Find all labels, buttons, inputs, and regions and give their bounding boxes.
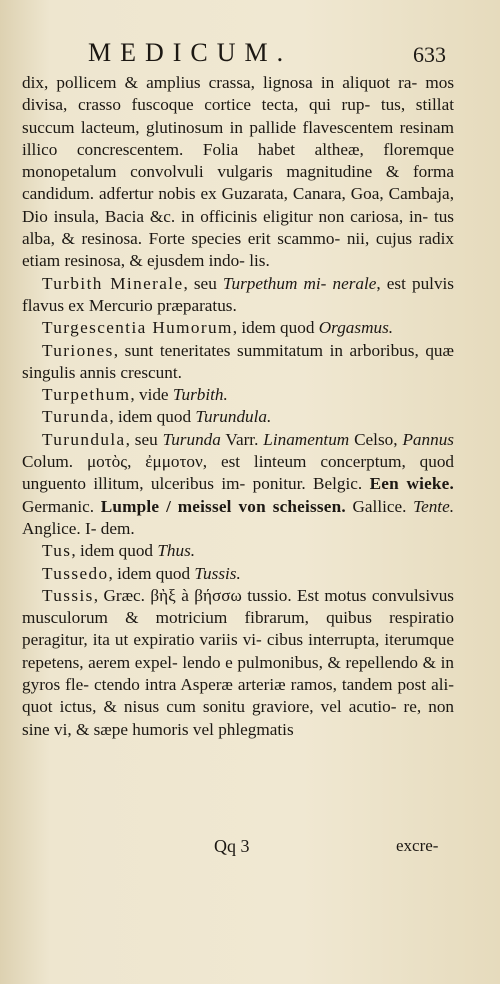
page-number: 633	[413, 42, 446, 67]
entry-turiones: Turiones, sunt teneritates summitatum in arboribus, quæ singulis annis crescunt.	[22, 340, 454, 382]
entry-turbith-continuation: dix, pollicem & amplius crassa, lignosa in aliquot ra- mos divisa, crasso fuscoque cortice tecta, qui rup- tus, stillat succum lacteum, glutinosum in pallide flavescentem resinam illico concrescentem. Folia habet altheæ, floremque monopetalum convolvuli vulgaris magnitudine & forma candidum. adfertur nobis ex Guzarata, Canara, Goa, Cambaja, Dio insula, Bacia &c. in officinis eligitur non cariosa, in- tus alba, & resinosa. Forte species erit scammo- nii, cujus radix etiam resinosa, & ejusdem indo- lis.	[22, 73, 455, 271]
signature-mark: Qq 3	[214, 836, 250, 856]
headword: Turpethum	[42, 385, 131, 405]
fraktur-belgic-term: Een wieke.	[369, 474, 455, 494]
headword: Turbith Minerale	[42, 273, 184, 293]
headword: Turunda	[42, 407, 110, 427]
page-header	[0, 38, 500, 72]
entry-tussedo: Tussedo, idem quod Tussis.	[42, 563, 241, 583]
headword: Turiones	[42, 340, 114, 360]
entry-tus: Tus, idem quod Thus.	[42, 541, 196, 561]
headword: Turundula	[42, 429, 126, 449]
fraktur-german-term: Lumple /	[100, 496, 172, 516]
entry-turbith-minerale: Turbith Minerale, seu Turpethum mi- nerale, est pulvis flavus ex Mercurio præparatus.	[22, 273, 454, 315]
headword: Tus	[42, 541, 72, 561]
entry-turgescentia: Turgescentia Humorum, idem quod Orgasmus.	[42, 318, 394, 338]
headword: Turgescentia Humorum	[42, 318, 233, 338]
entry-turundula: Turundula, seu Turunda Varr. Linamentum Celso, Pannus Colum. μοτὸς, ἐμμοτον, est linteum concerptum, quod unguento illitum, ulceribus im- ponitur. Belgic. Een wieke. Germanic. Lumple / meissel von scheissen. Gallice. Tente. Anglice. I- dem.	[22, 429, 455, 538]
headword: Tussedo	[42, 563, 109, 583]
catchword: excre-	[396, 836, 439, 855]
entry-tussis: Tussis, Græc. βὴξ à βήσσω tussio. Est motus convulsivus musculorum & motricium fibrarum, quibus respiratio peragitur, ita ut expiratio variis vi- cibus interrupta, iterumque repetens, aerem expel- lendo e pulmonibus, & repellendo & in gyros fle- ctendo intra Asperæ arteriæ ramos, tandem post ali- quot ictus, & nisus cum sonitu graviore, vel acutio- re, non sine vi, & sæpe humoris vel phlegmatis	[22, 585, 455, 739]
entry-turunda: Turunda, idem quod Turundula.	[42, 407, 272, 427]
body-text	[22, 72, 454, 741]
headword: Tussis	[42, 585, 94, 605]
entry-turpethum: Turpethum, vide Turbith.	[42, 385, 228, 405]
running-head: MEDICUM.	[88, 38, 293, 67]
